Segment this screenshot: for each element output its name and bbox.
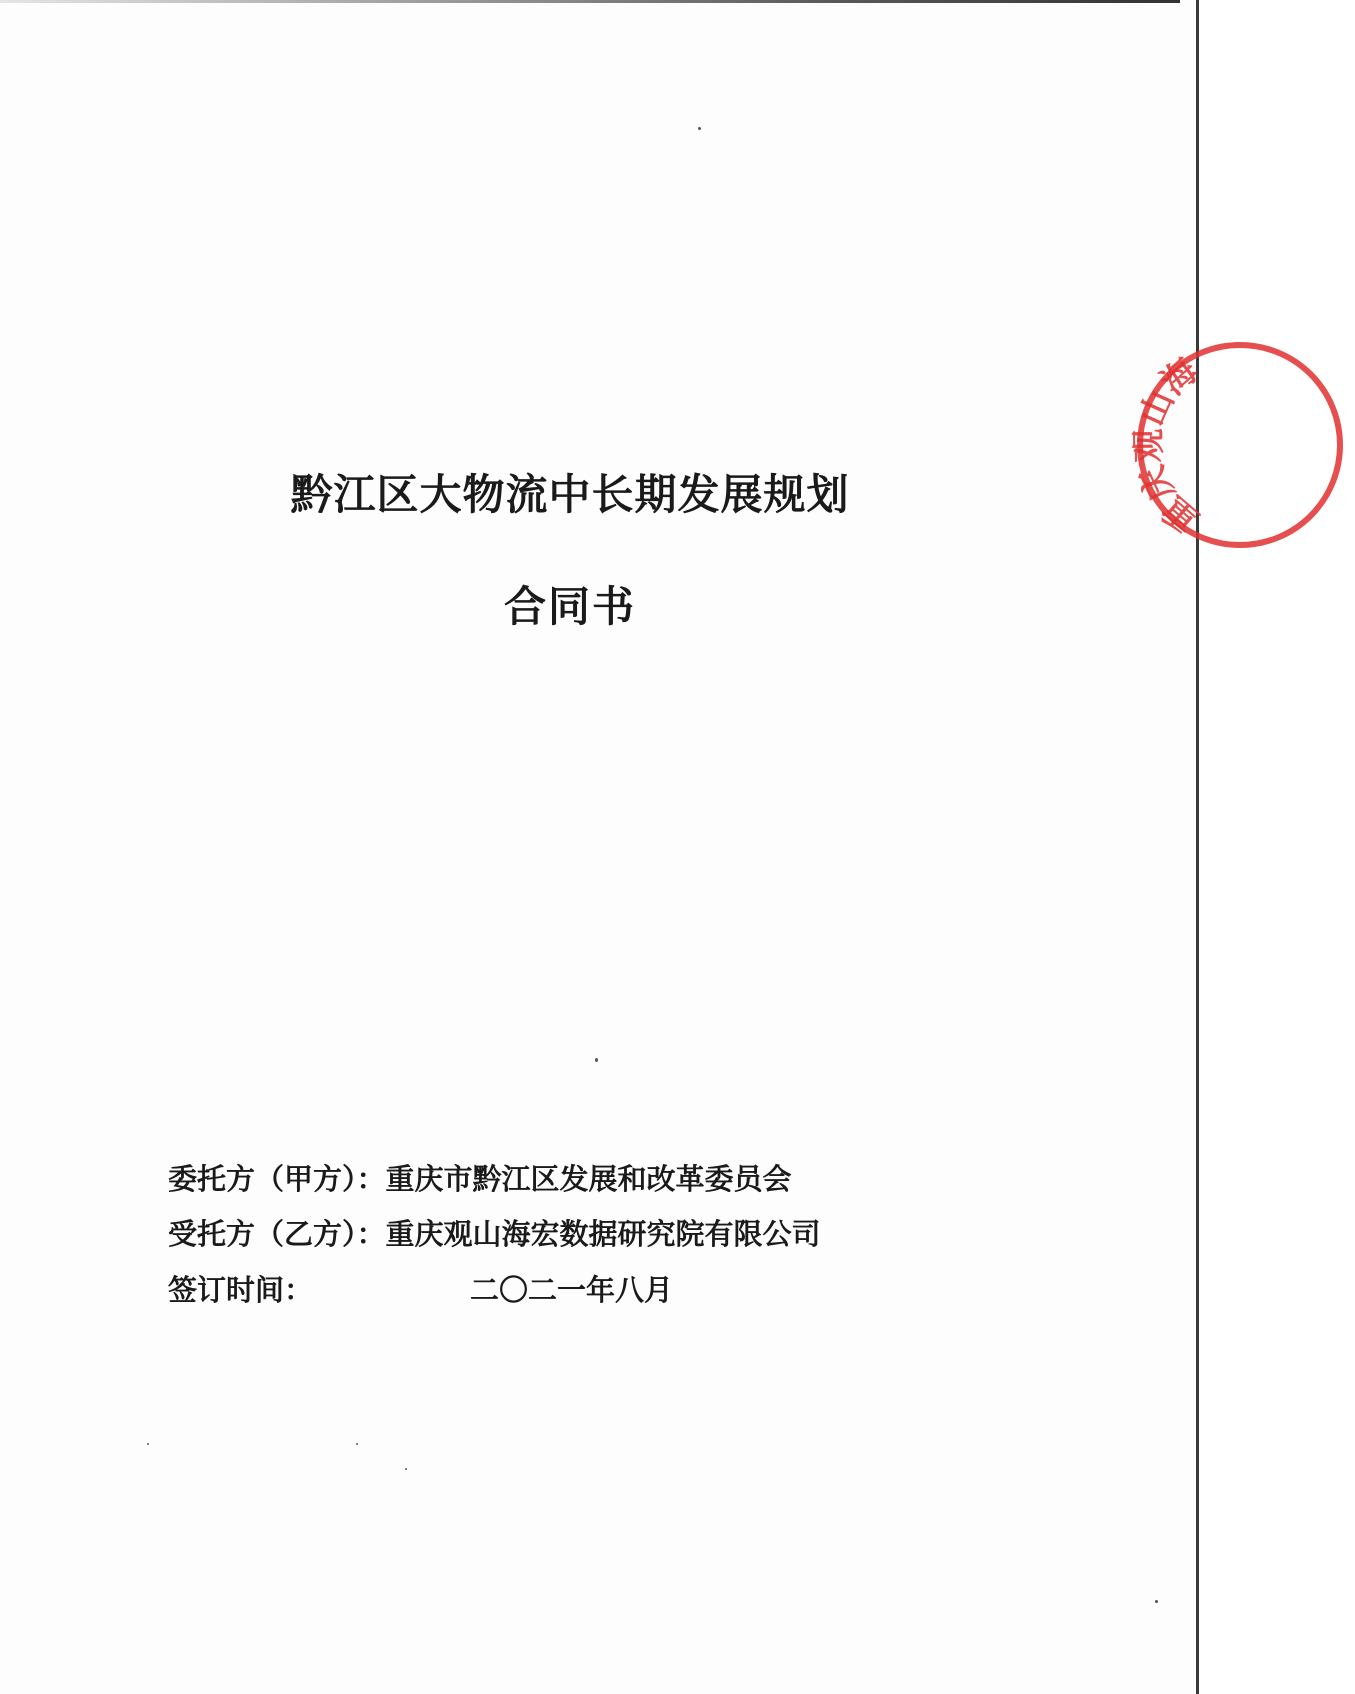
sign-date-row (168, 1268, 313, 1309)
party-b-label: 受托方（乙方）： (168, 1217, 386, 1251)
company-seal-stamp (1125, 330, 1355, 560)
scan-right-edge (1196, 0, 1199, 1694)
party-b-value: 重庆观山海宏数据研究院有限公司 (385, 1217, 821, 1251)
scan-speck (595, 1058, 598, 1062)
document-subtitle: 合同书 (503, 582, 636, 631)
party-b-row (168, 1212, 821, 1253)
party-a-label: 委托方（甲方）： (168, 1162, 386, 1196)
scan-top-edge (0, 0, 1180, 3)
party-a-value: 重庆市黔江区发展和改革委员会 (385, 1162, 792, 1196)
scan-speck (405, 1468, 407, 1470)
scan-speck (1155, 1600, 1158, 1603)
sign-date-value: 二〇二一年八月 (470, 1273, 674, 1307)
seal-text: 重庆观山海 (1128, 350, 1207, 541)
sign-date-label: 签订时间： (168, 1273, 314, 1307)
scan-speck (147, 1443, 149, 1445)
scan-speck (698, 127, 701, 130)
scan-speck (356, 1443, 358, 1445)
svg-text:重庆观山海 (1125, 344, 1263, 545)
party-a-row (168, 1157, 792, 1198)
document-title: 黔江区大物流中长期发展规划 (290, 470, 850, 519)
